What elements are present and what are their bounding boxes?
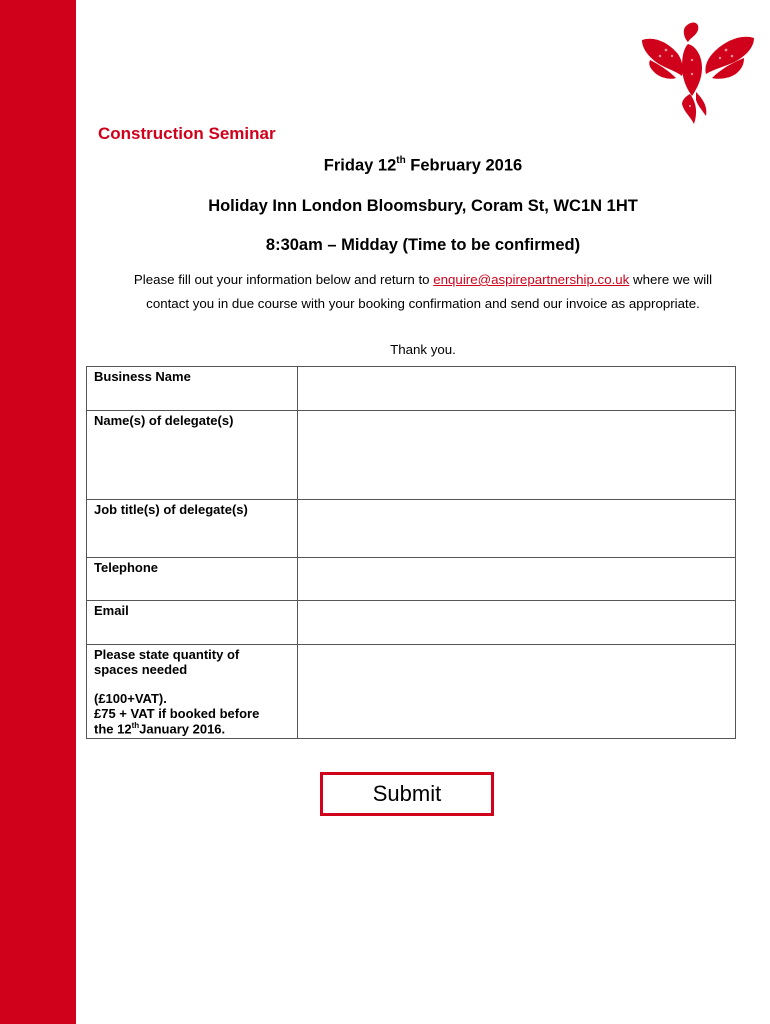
price-deadline-prefix: the 12 [94, 721, 132, 737]
email-input[interactable] [298, 601, 735, 635]
intro-text-after: where we will [629, 272, 713, 287]
quantity-input[interactable] [298, 645, 735, 679]
price-deadline [94, 721, 290, 736]
business-name-label: Business Name [87, 367, 298, 411]
event-date [76, 156, 770, 176]
email-row [87, 601, 736, 645]
business-name-input[interactable] [298, 367, 735, 401]
telephone-cell [298, 558, 736, 601]
left-red-bar [0, 0, 76, 1024]
intro-text-before: Please fill out your information below and return to [133, 272, 434, 287]
job-titles-label: Job title(s) of delegate(s) [87, 500, 298, 558]
submit-button[interactable]: Submit [320, 772, 494, 816]
quantity-label [87, 645, 298, 739]
intro-line-2: contact you in due course with your booking confirmation and send our invoice as appropriate. [146, 296, 700, 311]
delegates-input[interactable] [298, 411, 735, 445]
business-name-cell [298, 367, 736, 411]
email-link[interactable]: enquire@aspirepartnership.co.uk [433, 272, 630, 287]
event-date-prefix: Friday 12 [323, 156, 397, 175]
job-titles-row [87, 500, 736, 558]
quantity-row [87, 645, 736, 739]
price-early-bird: £75 + VAT if booked before [94, 706, 260, 721]
job-titles-input[interactable] [298, 500, 735, 534]
price-deadline-ordinal: th [131, 721, 140, 730]
thank-you-text: Thank you. [390, 342, 456, 357]
delegates-label: Name(s) of delegate(s) [87, 411, 298, 500]
event-date-suffix: February 2016 [405, 156, 523, 175]
booking-form-table [86, 366, 736, 739]
event-venue: Holiday Inn London Bloomsbury, Coram St, WC1N 1HT [208, 197, 638, 215]
delegates-cell [298, 411, 736, 500]
telephone-row [87, 558, 736, 601]
price-info [94, 691, 290, 736]
intro-line-1 [76, 272, 770, 287]
email-label: Email [87, 601, 298, 645]
price-deadline-suffix: January 2016. [139, 721, 226, 737]
event-time: 8:30am – Midday (Time to be confirmed) [265, 236, 581, 254]
price-standard: (£100+VAT). [94, 691, 167, 706]
delegates-row [87, 411, 736, 500]
telephone-label: Telephone [87, 558, 298, 601]
quantity-cell [298, 645, 736, 739]
email-cell [298, 601, 736, 645]
business-name-row [87, 367, 736, 411]
event-date-ordinal: th [396, 155, 406, 166]
telephone-input[interactable] [298, 558, 735, 592]
quantity-label-line-2: spaces needed [94, 662, 188, 677]
job-titles-cell [298, 500, 736, 558]
phoenix-logo-icon [636, 20, 756, 126]
quantity-label-line-1: Please state quantity of [94, 647, 240, 662]
section-title: Construction Seminar [98, 124, 276, 143]
